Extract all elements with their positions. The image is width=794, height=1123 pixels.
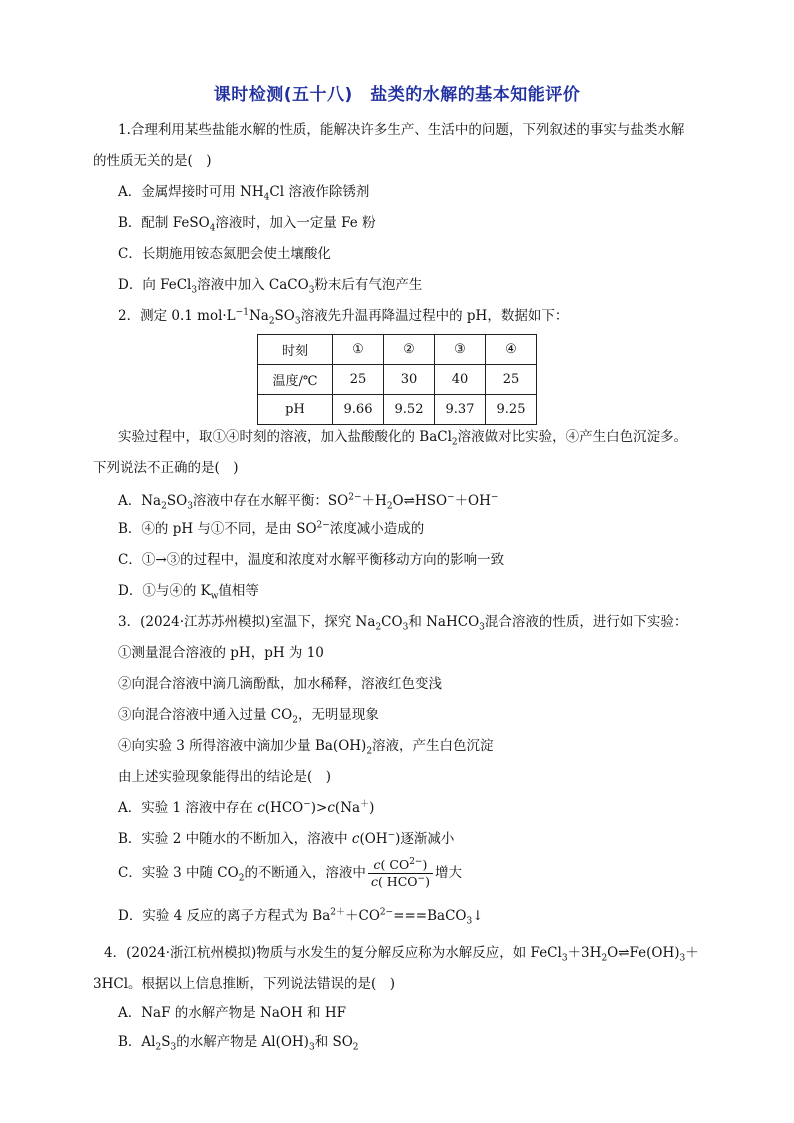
table-cell: ② <box>384 335 435 365</box>
q3-experiment-2: ②向混合溶液中滴几滴酚酞，加水稀释，溶液红色变浅 <box>118 676 442 692</box>
table-cell: 9.25 <box>486 395 537 425</box>
q2-experiment-line1: 实验过程中，取①④时刻的溶液，加入盐酸酸化的 BaCl$_2$溶液做对比实验，④产生白色沉淀多。 <box>118 429 688 448</box>
table-cell: ③ <box>435 335 486 365</box>
q2-option-c: C．①→③的过程中，温度和浓度对水解平衡移动方向的影响一致 <box>118 552 505 568</box>
q4-stem-line2: 3HCl。根据以上信息推断，下列说法错误的是( ) <box>93 976 396 992</box>
ph-data-table <box>257 334 537 425</box>
q1-option-a: A．金属焊接时可用 $NH_4Cl$ 溶液作除锈剂 <box>118 184 370 203</box>
table-cell: pH <box>258 395 333 425</box>
table-cell: 9.37 <box>435 395 486 425</box>
concentration-ratio-fraction: $\frac{c( CO^{2-})}{c( HCO^-)}$ <box>368 857 433 890</box>
table-cell: 时刻 <box>258 335 333 365</box>
q2-option-d: D．①与④的 $K_w$值相等 <box>118 583 259 602</box>
q1-stem-line2: 的性质无关的是( ) <box>93 153 212 169</box>
table-cell: 30 <box>384 365 435 395</box>
q3-option-c: C．实验 3 中随 $CO_2$的不断通入，溶液中 $\frac{c( CO^{2-})}{c( HCO^-)}$ 增大 <box>118 856 462 889</box>
q3-option-a: A．实验 1 溶液中存在 c(HCO−)>c(Na＋) <box>118 799 375 816</box>
table-row <box>258 395 537 425</box>
q1-option-b: B．配制 FeSO$_4$溶液时，加入一定量 Fe 粉 <box>118 215 376 234</box>
q2-experiment-line2: 下列说法不正确的是( ) <box>93 460 239 476</box>
q3-experiment-4: ④向实验 3 所得溶液中滴加少量 $Ba(OH)_2$溶液，产生白色沉淀 <box>118 738 494 757</box>
q2-option-a: A．$Na_2SO_3$溶液中存在水解平衡：$SO^{2-}+H_2O\rightleftharpoons HSO^-+OH^-$ <box>118 492 499 512</box>
q1-stem-line1: 1.合理利用某些盐能水解的性质，能解决许多生产、生活中的问题，下列叙述的事实与盐类水解 <box>118 122 685 138</box>
q3-option-b: B．实验 2 中随水的不断加入，溶液中 c(OH−)逐渐减小 <box>118 830 455 847</box>
q3-option-d: D．实验 4 反应的离子方程式为 $Ba^{2+}+CO^{2-}===BaCO_3↓$ <box>118 907 484 927</box>
q4-stem-line1: 4．(2024·浙江杭州模拟)物质与水发生的复分解反应称为水解反应，如 $FeCl_3+3H_2O\rightleftharpoons Fe(OH)_3+$ <box>104 945 699 964</box>
table-cell: 9.66 <box>333 395 384 425</box>
table-cell: 40 <box>435 365 486 395</box>
q1-option-d: D．向 FeCl$_3$溶液中加入 CaCO$_3$粉末后有气泡产生 <box>118 277 423 296</box>
table-cell: 9.52 <box>384 395 435 425</box>
q3-stem: 3．(2024·江苏苏州模拟)室温下，探究 $Na_2CO_3$和 NaHCO$_3$混合溶液的性质，进行如下实验： <box>118 614 688 633</box>
table-cell: 温度/℃ <box>258 365 333 395</box>
table-row <box>258 365 537 395</box>
table-cell: ④ <box>486 335 537 365</box>
table-cell: ① <box>333 335 384 365</box>
page-title: 课时检测(五十八) 盐类的水解的基本知能评价 <box>213 85 581 105</box>
q2-stem: 2．测定 0.1 $mol\cdot L^{-1}Na_2SO_3$溶液先升温再降温过程中的 pH，数据如下： <box>118 307 569 327</box>
q4-option-a: A．NaF 的水解产物是 NaOH 和 HF <box>118 1005 346 1021</box>
table-cell: 25 <box>486 365 537 395</box>
q2-option-b: B．④的 pH 与①不同，是由 $SO^{2-}$浓度减小造成的 <box>118 520 425 537</box>
table-row <box>258 335 537 365</box>
q3-conclusion: 由上述实验现象能得出的结论是( ) <box>118 769 332 785</box>
q3-experiment-3: ③向混合溶液中通入过量 $CO_2$，无明显现象 <box>118 707 379 726</box>
q1-option-c: C．长期施用铵态氮肥会使土壤酸化 <box>118 246 331 262</box>
q4-option-b: B．$Al_2S_3$的水解产物是 $Al(OH)_3$和 $SO_2$ <box>118 1034 359 1053</box>
table-cell: 25 <box>333 365 384 395</box>
q3-experiment-1: ①测量混合溶液的 pH，pH 为 10 <box>118 645 324 661</box>
